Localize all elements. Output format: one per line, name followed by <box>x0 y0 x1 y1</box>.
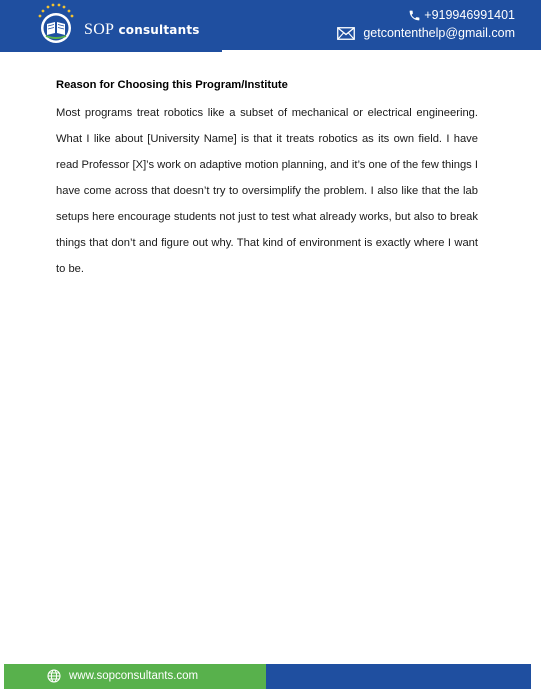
brand-sop: SOP <box>84 21 115 38</box>
website-url: www.sopconsultants.com <box>69 670 199 682</box>
contact-email[interactable] <box>337 26 515 40</box>
email-icon <box>337 27 355 40</box>
section-title: Reason for Choosing this Program/Institute <box>56 79 288 91</box>
header-bar <box>0 0 541 50</box>
contact-phone[interactable] <box>408 8 515 22</box>
footer-website-link[interactable] <box>47 669 198 683</box>
brand-consultants: consultants <box>118 23 200 37</box>
logo-book-icon <box>34 2 78 46</box>
phone-icon <box>408 9 421 22</box>
body-paragraph: Most programs treat robotics like a subset of mechanical or electrical engineering. What I like about [University Name] is that it treats robotics as its own field. I have read Professor [X]’s work on adaptive motion planning, and it’s one of the few things I have come across that doesn’t try to oversimplify the problem. I also like that the lab setups here encourage students not just to test what already works, but also to break things that don’t and figure out why. That kind of environment is exactly where I want to be. <box>56 107 478 275</box>
brand-name <box>84 21 200 39</box>
logo[interactable] <box>34 2 78 46</box>
header-underline <box>0 50 222 52</box>
email-address: getcontenthelp@gmail.com <box>363 26 515 40</box>
footer-blue-band <box>266 664 531 689</box>
phone-number: +919946991401 <box>424 8 515 22</box>
globe-icon <box>47 669 61 683</box>
